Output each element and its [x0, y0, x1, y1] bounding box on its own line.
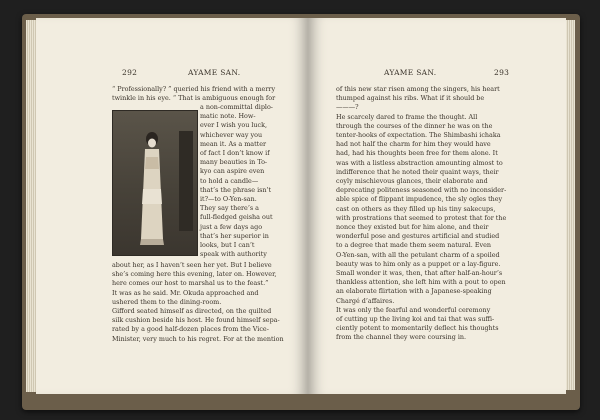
- left-running-head: AYAME SAN.: [188, 68, 241, 77]
- right-running-head: AYAME SAN.: [384, 68, 437, 77]
- photo-background-panel: [179, 131, 193, 231]
- right-page-number: 293: [494, 68, 510, 77]
- kimono-figure-photo: [112, 110, 198, 256]
- left-text-top: “ Professionally? ” queried his friend with a merry twinkle in his eye. “ That is ambiguous enough for: [112, 85, 276, 103]
- right-text: of this new star risen among the singers, his heart thumped against his ribs. What if it should be ———? He scarcely dared to frame the thought. All through the courses of the dinner he was on the tenter-hooks of expectation. The Shimbashi ichaka had not half the charm for him they would have had, had his thoughts been free for them alone. It was with a listless abstraction amounting almost to indifference that he noted their quaint ways, their coyly mischievous glances, their elaborate and deprecating politeness seasoned with no inconsider- able spice of flippant impudence, the sly ogles they cast on others as they filled up his tiny sakecups, with prostrations that seemed to protest that for the nonce they existed but for him alone, and their wonderful pose and gestures artificial and studied to a degree that made them seem natural. Even O-Yen-san, with all the petulant charm of a spoiled beauty was to him only as a puppet or a lay-figure. Small wonder it was, then, that after half-an-hour’s thankless attention, she left him with a pout to open an elaborate flirtation with a Japanese-speaking Chargé d’affaires. It was only the fearful and wonderful ceremony of cutting up the living koi and tai that was suffi- ciently potent to momentarily deflect his thoughts from the channel they were coursing in.: [336, 85, 507, 342]
- right-page: [308, 18, 566, 394]
- left-page-number: 292: [122, 68, 138, 77]
- left-text-beside-photo: a non-committal diplo- matic note. How- ever I wish you luck, whichever way you mean it. As a matter of fact I don’t know if many beauties in To- kyo can aspire even to hold a candle— that’s the phrase isn’t it?—to O-Yen-san. They say there’s a full-fledged geisha out just a few days ago that’s her superior in looks, but I can’t speak with authority: [200, 103, 273, 259]
- left-text-bottom: about her, as I haven’t seen her yet. But I believe she’s coming here this evening, later on. However, here comes our host to marshal us to the feast.” It was as he said. Mr. Okuda approached and ushered them to the dining-room. Gifford seated himself as directed, on the quilted silk cushion beside his host. He found himself sepa- rated by a good half-dozen places from the Vice- Minister, very much to his regret. For at the mention: [112, 261, 284, 343]
- kimono-figure-icon: [137, 129, 167, 247]
- page-edges-right: [565, 20, 575, 390]
